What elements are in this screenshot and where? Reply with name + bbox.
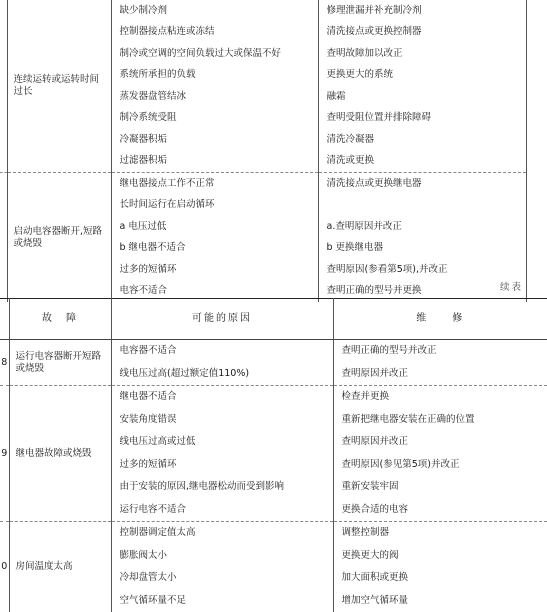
cause-cell: 运行电容不适合 xyxy=(111,499,333,522)
cause-cell: 长时间运行在启动循环 xyxy=(111,195,318,217)
cause-cell: 过多的短循环 xyxy=(111,454,333,477)
cause-cell: 系统所承担的负载 xyxy=(111,65,318,87)
fix-cell: 查明正确的型号并改正 xyxy=(333,340,547,363)
fault-cell: 启动电容器断开,短路或烧毁 xyxy=(7,173,111,303)
fix-cell: 查明原因(参见第5项)并改正 xyxy=(333,454,547,477)
fix-cell: 查明原因(参看第5项),并改正 xyxy=(318,259,526,281)
cause-cell: 空气循环量不足 xyxy=(111,590,333,612)
fault-cell: 继电器故障或烧毁 xyxy=(9,386,111,522)
continued-label: 续表 xyxy=(500,279,523,293)
cause-cell: 控制器调定值太高 xyxy=(111,522,333,545)
cause-cell: 制冷系统受阻 xyxy=(111,108,318,130)
fix-cell: 查明正确的型号并更换 xyxy=(318,281,526,303)
table-row xyxy=(0,340,547,363)
table-row xyxy=(0,386,547,409)
fix-cell: 增加空气循环量 xyxy=(333,590,547,612)
item-number: 9 xyxy=(0,386,9,522)
fault-cell: 运行电容器断开短路或烧毁 xyxy=(9,340,111,386)
cause-cell: 电容器不适合 xyxy=(111,340,333,363)
item-number: 0 xyxy=(0,522,9,612)
cause-cell: 过多的短循环 xyxy=(111,259,318,281)
cause-cell: 电容不适合 xyxy=(111,281,318,303)
fix-cell: 加大面积或更换 xyxy=(333,567,547,590)
cause-cell: 缺少制冷剂 xyxy=(111,0,318,22)
fix-cell: a.查明原因并改正 xyxy=(318,216,526,238)
fix-cell: 清洗接点或更换控制器 xyxy=(318,22,526,44)
troubleshooting-table-top xyxy=(0,0,547,302)
fault-cell: 连续运转或运转时间过长 xyxy=(7,0,111,173)
fix-cell: 更换合适的电容 xyxy=(333,499,547,522)
fix-cell: b 更换继电器 xyxy=(318,238,526,260)
header-fix: 维 修 xyxy=(333,299,547,340)
table-row xyxy=(0,522,547,545)
fix-cell: 查明受阻位置并排除障碍 xyxy=(318,108,526,130)
cause-cell: 制冷或空调的空间负载过大或保温不好 xyxy=(111,43,318,65)
cause-cell: 继电器接点工作不正常 xyxy=(111,173,318,195)
table-header-row xyxy=(0,299,547,340)
table-row xyxy=(0,173,547,195)
header-fault: 故 障 xyxy=(9,299,111,340)
table-row xyxy=(0,0,547,22)
fix-cell xyxy=(318,195,526,217)
cause-cell: a 电压过低 xyxy=(111,216,318,238)
cause-cell: 膨胀阀太小 xyxy=(111,545,333,568)
cause-cell: 冷凝器积垢 xyxy=(111,129,318,151)
cause-cell: 线电压过高(超过额定值110%) xyxy=(111,363,333,386)
fix-cell: 重新安装牢固 xyxy=(333,476,547,499)
fix-cell: 修理泄漏并补充制冷剂 xyxy=(318,0,526,22)
fix-cell: 查明原因并改正 xyxy=(333,363,547,386)
fix-cell: 检查并更换 xyxy=(333,386,547,409)
cause-cell: 由于安装的原因,继电器松动而受到影响 xyxy=(111,476,333,499)
cause-cell: 蒸发器盘管结冰 xyxy=(111,86,318,108)
cause-cell: 继电器不适合 xyxy=(111,386,333,409)
troubleshooting-table-continued xyxy=(0,298,547,612)
cause-cell: 安装角度错误 xyxy=(111,409,333,432)
fix-cell: 重新把继电器安装在正确的位置 xyxy=(333,409,547,432)
fault-cell: 房间温度太高 xyxy=(9,522,111,612)
fix-cell: 融霜 xyxy=(318,86,526,108)
cause-cell: 线电压过高或过低 xyxy=(111,431,333,454)
fix-cell: 更换更大的系统 xyxy=(318,65,526,87)
fix-cell: 清洗冷凝器 xyxy=(318,129,526,151)
fix-cell: 清洗接点或更换继电器 xyxy=(318,173,526,195)
cause-cell: b 继电器不适合 xyxy=(111,238,318,260)
fix-cell: 调整控制器 xyxy=(333,522,547,545)
cause-cell: 冷却盘管太小 xyxy=(111,567,333,590)
header-cause: 可能的原因 xyxy=(111,299,333,340)
fix-cell: 查明故障加以改正 xyxy=(318,43,526,65)
cause-cell: 过滤器积垢 xyxy=(111,151,318,173)
item-number: 8 xyxy=(0,340,9,386)
fix-cell: 清洗或更换 xyxy=(318,151,526,173)
cause-cell: 控制器接点粘连或冻结 xyxy=(111,22,318,44)
fix-cell: 查明原因并改正 xyxy=(333,431,547,454)
fix-cell: 更换更大的阀 xyxy=(333,545,547,568)
